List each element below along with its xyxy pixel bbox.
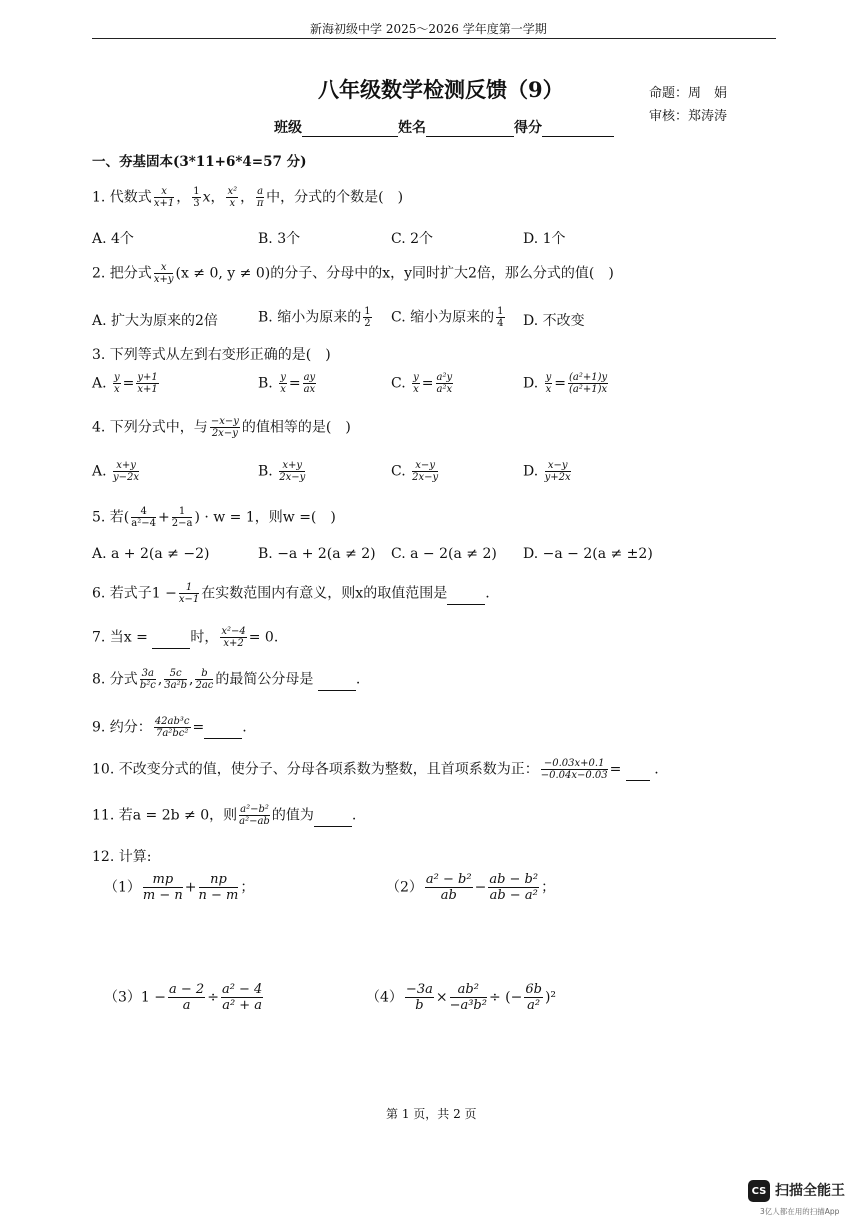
q4-option-d[interactable]: D. $\frac{x-y}{y+2x}$	[523, 460, 571, 483]
question-11: 11. 若a = 2b ≠ 0，则 $\frac{\text{a²−b²}}{\text{a²−ab}}$ 的值为 .	[92, 804, 357, 827]
q1-stem-pre: 1. 代数式	[92, 189, 152, 206]
camscanner-logo-icon: CS	[748, 1180, 770, 1202]
q5-option-a[interactable]: A. a + 2(a ≠ −2)	[92, 546, 210, 562]
q11-answer-blank[interactable]	[314, 812, 352, 827]
q1-option-a[interactable]: A. 4个	[92, 231, 134, 247]
q3-option-c[interactable]: C. $\frac{y}{x}$ = $\frac{\text{a²y}}{\text{a²x}}$	[391, 372, 453, 395]
q1-option-d[interactable]: D. 1个	[523, 231, 566, 247]
question-3: 3. 下列等式从左到右变形正确的是( )	[92, 347, 331, 363]
question-6: 6. 若式子1 − $\frac{1}{x-1}$ 在实数范围内有意义，则x的取值范围是 .	[92, 582, 490, 605]
q12-part-1: （1） $\frac{mp}{m - n}$ + $\frac{np}{n - m}$ ；	[104, 872, 255, 903]
q2-option-c[interactable]: C. 缩小为原来的 $\frac{1}{4}$	[391, 306, 504, 329]
question-9: 9. 约分： $\frac{\text{42ab³c}}{\text{7a²bc²}}$ = .	[92, 716, 247, 739]
q12-part-2: （2） $\frac{\text{a² − b²}}{ab}$ − $\frac{\text{ab − b²}}{\text{ab − a²}}$ ；	[386, 872, 556, 903]
class-label: 班级	[274, 120, 302, 136]
page-title: 八年级数学检测反馈（9）	[318, 77, 564, 102]
score-field[interactable]	[542, 122, 614, 137]
score-label: 得分	[514, 120, 542, 136]
page-number: 第 1 页，共 2 页	[386, 1107, 477, 1121]
q1-frac-4: $\frac{a}{\pi}$	[256, 186, 264, 209]
student-info-row	[274, 117, 614, 137]
q7-answer-blank[interactable]	[152, 634, 190, 649]
header-divider	[92, 38, 776, 39]
q5-option-d[interactable]: D. −a − 2(a ≠ ±2)	[523, 546, 653, 562]
q2-option-d[interactable]: D. 不改变	[523, 313, 585, 329]
reviewer-line: 审核：郑涛涛	[649, 109, 728, 124]
q12-part-4: （4） $\frac{-3a}{b}$ × $\frac{\text{ab²}}{\text{−a³b²}}$ ÷ (− $\frac{6b}{\text{a²}}$ )²	[366, 982, 557, 1013]
class-field[interactable]	[302, 122, 398, 137]
q12-part-3: （3）1 − $\frac{a - 2}{a}$ ÷ $\frac{\text{a² − 4}}{\text{a² + a}}$	[104, 982, 263, 1013]
q6-answer-blank[interactable]	[447, 590, 485, 605]
name-field[interactable]	[426, 122, 514, 137]
question-2: 2. 把分式 $\frac{x}{x+y}$ (x ≠ 0, y ≠ 0)的分子、分母中的x，y同时扩大2倍，那么分式的值( )	[92, 262, 614, 285]
q2-frac: $\frac{x}{x+y}$	[153, 262, 174, 285]
q4-option-a[interactable]: A. $\frac{x+y}{y-2x}$	[92, 460, 140, 483]
school-term: 新海初级中学 2025～2026 学年度第一学期	[310, 22, 547, 36]
q2-option-a[interactable]: A. 扩大为原来的2倍	[92, 313, 218, 329]
scanner-app-name: 扫描全能王	[775, 1183, 845, 1199]
q5-option-b[interactable]: B. −a + 2(a ≠ 2)	[258, 546, 376, 562]
question-10: 10. 不改变分式的值，使分子、分母各项系数为整数，且首项系数为正： $\frac{-0.03x+0.1}{-0.04x-0.03}$ = .	[92, 758, 659, 781]
question-7: 7. 当x = 时， $\frac{\text{x²−4}}{x+2}$ = 0.	[92, 626, 279, 649]
q1-option-c[interactable]: C. 2个	[391, 231, 434, 247]
q1-frac-2: $\frac{1}{3}$	[193, 186, 200, 209]
question-12: 12. 计算:	[92, 849, 152, 865]
q1-frac-3: $\frac{\text{x²}}{x}$	[227, 186, 238, 209]
author-line: 命题：周 娟	[649, 86, 728, 101]
question-8: 8. 分式 $\frac{3a}{\text{b²c}}$ , $\frac{5c}{\text{3a²b}}$ , $\frac{b}{2ac}$ 的最简公分母是 .	[92, 668, 361, 691]
q1-stem-post: 中，分式的个数是( )	[266, 189, 404, 206]
q4-option-b[interactable]: B. $\frac{x+y}{2x-y}$	[258, 460, 306, 483]
q5-option-c[interactable]: C. a − 2(a ≠ 2)	[391, 546, 497, 562]
q10-answer-blank[interactable]	[626, 766, 650, 781]
scanner-tagline: 3亿人都在用的扫描App	[760, 1207, 840, 1216]
question-1: 1. 代数式 $\frac{x}{x+1}$ ， $\frac{1}{3}$ x， $\frac{\text{x²}}{x}$ ， $\frac{a}{\pi}$ 中，分式的个数是( )	[92, 186, 404, 209]
q2-option-b[interactable]: B. 缩小为原来的 $\frac{1}{2}$	[258, 306, 371, 329]
section-heading: 一、夯基固本(3*11+6*4=57 分)	[92, 154, 307, 170]
q3-option-a[interactable]: A. $\frac{y}{x}$ = $\frac{y+1}{x+1}$	[92, 372, 158, 395]
q9-answer-blank[interactable]	[204, 724, 242, 739]
q3-option-d[interactable]: D. $\frac{y}{x}$ = $\frac{\text{(a²+1)y}}{\text{(a²+1)x}}$	[523, 372, 608, 395]
q4-option-c[interactable]: C. $\frac{x-y}{2x-y}$	[391, 460, 439, 483]
question-5: 5. 若( $\frac{4}{\text{a²−4}}$ + $\frac{1}{2-a}$ ) · w = 1，则w =( )	[92, 506, 336, 529]
q8-answer-blank[interactable]	[318, 676, 356, 691]
name-label: 姓名	[398, 120, 426, 136]
q1-option-b[interactable]: B. 3个	[258, 231, 301, 247]
q1-frac-1: $\frac{x}{x+1}$	[153, 186, 175, 209]
question-4: 4. 下列分式中，与 $\frac{-x-y}{2x-y}$ 的值相等的是( )	[92, 416, 351, 439]
q3-option-b[interactable]: B. $\frac{y}{x}$ = $\frac{ay}{ax}$	[258, 372, 316, 395]
